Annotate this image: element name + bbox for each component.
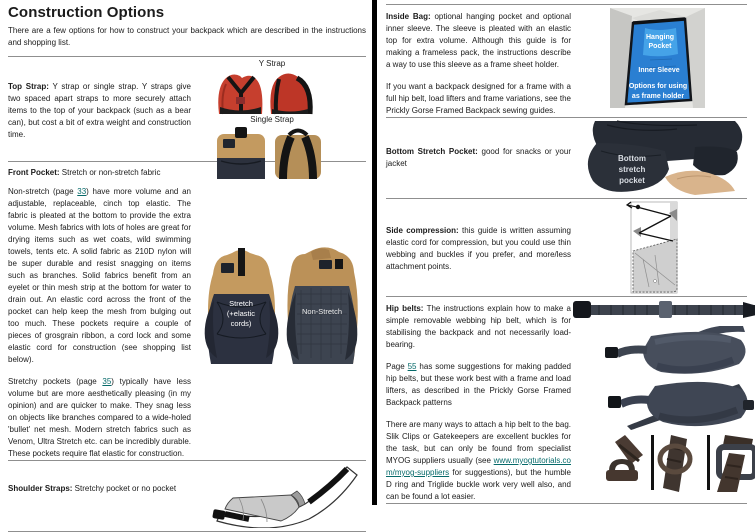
single-strap-photo xyxy=(213,125,323,179)
inside-bag-heading: Inside Bag: xyxy=(386,12,431,21)
frame-holder-label-line1: Options for using xyxy=(628,83,688,90)
side-compression-body: this guide is written assuming elastic cord for compression, but you could use thin webbing and buckles if you prefer, and more/less attachment points. xyxy=(386,226,572,271)
inside-bag-paragraph-2: If you want a backpack designed for a frame with a full hip belt, load lifters and frame variations, see the Prickly Gorse Framed Backpack sewing guides. xyxy=(386,82,571,115)
hip-belts-p3-pre: There are many ways to attach a hip belt to the bag. Slik Clips or Gatekeepers are excellent buckles for the task, but can only be found from specialist MYOG suppliers usually (see xyxy=(386,420,571,465)
section-hip-belts xyxy=(386,297,747,503)
inside-bag-photo xyxy=(610,8,705,108)
non-stretch-label: Non-Stretch xyxy=(301,307,343,316)
page-55-link[interactable]: 55 xyxy=(407,362,417,371)
page-33-link[interactable]: 33 xyxy=(77,187,87,196)
front-pocket-heading: Front Pocket: xyxy=(8,168,60,177)
bottom-pocket-label-line3: pocket xyxy=(619,176,645,185)
section-inside-bag xyxy=(386,5,747,117)
front-pocket-p2-pre: Stretchy pockets (page xyxy=(8,377,103,386)
section-front-pocket xyxy=(8,167,366,460)
stretch-label-line2: (+elastic xyxy=(226,309,256,318)
frame-holder-label-line2: as frame holder xyxy=(631,93,685,100)
section-top-strap xyxy=(8,57,366,161)
front-pocket-paragraph-2 xyxy=(8,376,191,460)
stretch-label-line1: Stretch xyxy=(229,299,253,308)
webbing-hip-belt-photo xyxy=(571,299,755,321)
y-strap-photo xyxy=(213,69,323,115)
bottom-pocket-photo xyxy=(577,119,747,197)
stretch-label-line3: cords) xyxy=(230,319,252,328)
shoulder-straps-paragraph xyxy=(8,483,191,495)
padded-hip-belts-photo xyxy=(591,326,755,430)
shoulder-straps-body: Stretchy pocket or no pocket xyxy=(72,484,177,493)
front-pocket-p2-post: ) typically have less volume but are more aesthetically pleasing (in my opinion) and are quicker to make. They snag less on objects like branches compared to a wide-holed 'bullet' net mesh. Modern stretch fabrics such as Venom, Ultra Stretch etc. can be incredibly durable. These pockets require flat elastic for construction. xyxy=(8,377,192,458)
hip-belts-heading: Hip belts: xyxy=(386,304,424,313)
front-pocket-p1-pre: Non-stretch (page xyxy=(8,187,78,196)
top-strap-body: Y strap or single strap. Y straps give two spaced apart straps to more securely attach items to the top of your backpack (such as a bear can), but cost a bit of extra weight and construction time. xyxy=(8,82,191,139)
hip-belts-p1-body: The instructions explain how to make a simple removable webbing hip belt, which is for stabilising the backpack and not necessarily load-bearing. xyxy=(386,304,571,349)
hip-belts-p3-post: for suggestions), but the humble D ring and Triglide buckle work very well also, and can be found a lot easier. xyxy=(386,468,571,501)
bottom-pocket-label-line2: stretch xyxy=(618,165,646,174)
bottom-pocket-body: good for snacks or your jacket xyxy=(386,147,571,168)
page-title: Construction Options xyxy=(8,4,165,21)
inside-bag-p1-body: optional hanging pocket and optional inner sleeve. The sleeve is pleated with an elastic top for extra volume. Although this guide is for making a frameless pack, the instructions describe a way to use this sleeve as a frame sheet holder. xyxy=(386,12,571,69)
hip-belts-paragraph-2 xyxy=(386,361,571,409)
page-left xyxy=(0,0,372,505)
section-side-compression xyxy=(386,199,747,296)
hip-belts-p2-post: has some suggestions for making padded hip belts, but these work best with a frame and load lifters, as described in the Prickly Gorse Framed Backpack patterns xyxy=(386,362,572,407)
intro-paragraph: There are a few options for how to construct your backpack which are described in the instructions and shopping list. xyxy=(8,26,366,47)
side-compression-drawing xyxy=(625,201,683,294)
buckle-options-photo xyxy=(597,435,755,492)
section-divider xyxy=(386,503,747,504)
top-strap-paragraph xyxy=(8,81,191,141)
hip-belts-p2-pre: Page xyxy=(386,362,408,371)
bottom-pocket-heading: Bottom Stretch Pocket: xyxy=(386,147,478,156)
y-strap-caption: Y Strap xyxy=(258,59,286,68)
shoulder-strap-drawing xyxy=(209,464,359,528)
bottom-pocket-label-line1: Bottom xyxy=(618,154,646,163)
inside-bag-paragraph-1 xyxy=(386,11,571,71)
hanging-pocket-label-line1: Hanging xyxy=(646,34,674,41)
top-strap-heading: Top Strap: xyxy=(8,82,49,91)
shoulder-straps-heading: Shoulder Straps: xyxy=(8,484,73,493)
top-strap-images xyxy=(213,57,331,161)
side-compression-heading: Side compression: xyxy=(386,226,459,235)
section-shoulder-straps xyxy=(8,461,366,531)
myog-suppliers-link[interactable]: www.myogtutorials.com/myog-suppliers xyxy=(386,456,571,477)
page-35-link[interactable]: 35 xyxy=(102,377,112,386)
front-pocket-subtitle: Stretch or non-stretch fabric xyxy=(59,168,161,177)
side-compression-paragraph xyxy=(386,225,571,273)
front-pocket-photo xyxy=(201,242,363,368)
front-pocket-paragraph-1 xyxy=(8,186,191,366)
section-bottom-stretch-pocket xyxy=(386,118,747,198)
front-pocket-p1-post: ) have more volume and an adjustable, replaceable, cinch top elastic. The fabric is pleated at the bottom to provide the extra volume. Mesh fabrics with lots of holes are great for drying items such as wet coats, wild swimming towels, tents etc. A solid fabric as 210D nylon will be super durable and resist snagging on items such as branches. Solid fabrics benefit from an eyelet or thin mesh strip at the bottom for water to drain out. An elastic cord across the front of the pocket can help keep the mesh from bulging out too much. These pockets require a couple of pieces of grosgrain ribbon, a cord lock and some elastic cord for construction (see shopping list below). xyxy=(8,187,191,364)
inner-sleeve-label: Inner Sleeve xyxy=(638,67,680,74)
page-right xyxy=(377,0,755,505)
hanging-pocket-label-line2: Pocket xyxy=(648,43,672,50)
hip-belts-paragraph-3 xyxy=(386,419,571,503)
single-strap-caption: Single Strap xyxy=(250,115,294,124)
hip-belts-paragraph-1 xyxy=(386,303,571,351)
bottom-pocket-paragraph xyxy=(386,146,571,170)
